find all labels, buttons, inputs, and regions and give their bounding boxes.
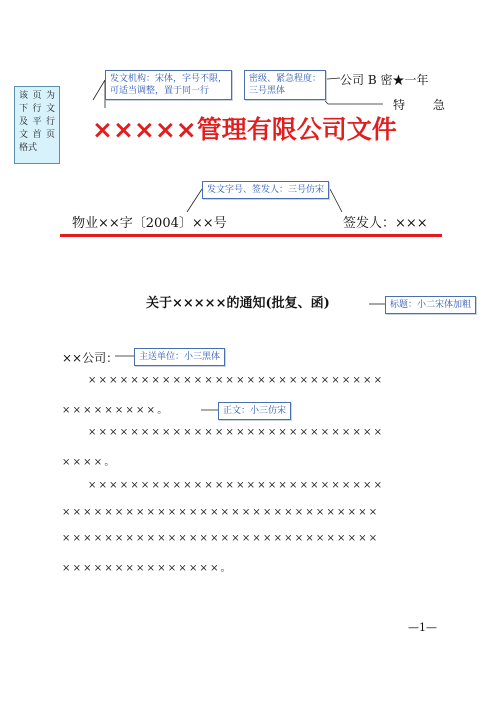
secret-level: 公司 B 密★一年 [340,73,429,87]
callout-body: 正文：小三仿宋 [218,402,291,420]
urgency-level: 特 急 [393,98,457,112]
notice-heading: 关于×××××的通知(批复、函) [146,296,330,311]
callout-issuer: 发文机构：宋体，字号不限， 可适当调整，置于同一行 [105,70,232,100]
document-number: 物业××字〔2004〕××号 [72,216,227,231]
body-line: ×××××××××。 [62,405,170,416]
side-note-line: 及 平 行 [19,117,55,127]
callout-docnum: 发文字号、签发人：三号仿宋 [202,181,329,199]
body-line: ×××××××××××××××××××××××××××××× [62,533,380,544]
side-note-line: 文 首 页 [19,130,55,140]
recipient: ××公司： [62,351,119,365]
body-line: ×××××××××××××××××××××××××××××× [62,507,380,518]
red-separator-rule [60,234,442,237]
side-note-line: 格式 [19,143,38,153]
org-document-title: ×××××管理有限公司文件 [92,115,397,144]
side-note-line: 该 页 为 [19,91,55,101]
callout-title: 标题：小二宋体加粗 [385,296,476,314]
callout-recipient: 主送单位：小三黑体 [134,348,225,366]
side-note-line: 下 行 文 [19,104,55,114]
body-line: ××××。 [62,457,117,468]
body-line: ×××××××××××××××。 [62,563,233,574]
body-line: ×××××××××××××××××××××××××××× [88,427,385,438]
body-line: ×××××××××××××××××××××××××××× [88,375,385,386]
callout-secrecy: 密级、紧急程度： 三号黑体 [244,70,326,100]
page-number: —1— [408,621,437,634]
body-line: ×××××××××××××××××××××××××××× [88,480,385,491]
side-format-note [14,86,60,164]
signer: 签发人：××× [343,216,428,231]
